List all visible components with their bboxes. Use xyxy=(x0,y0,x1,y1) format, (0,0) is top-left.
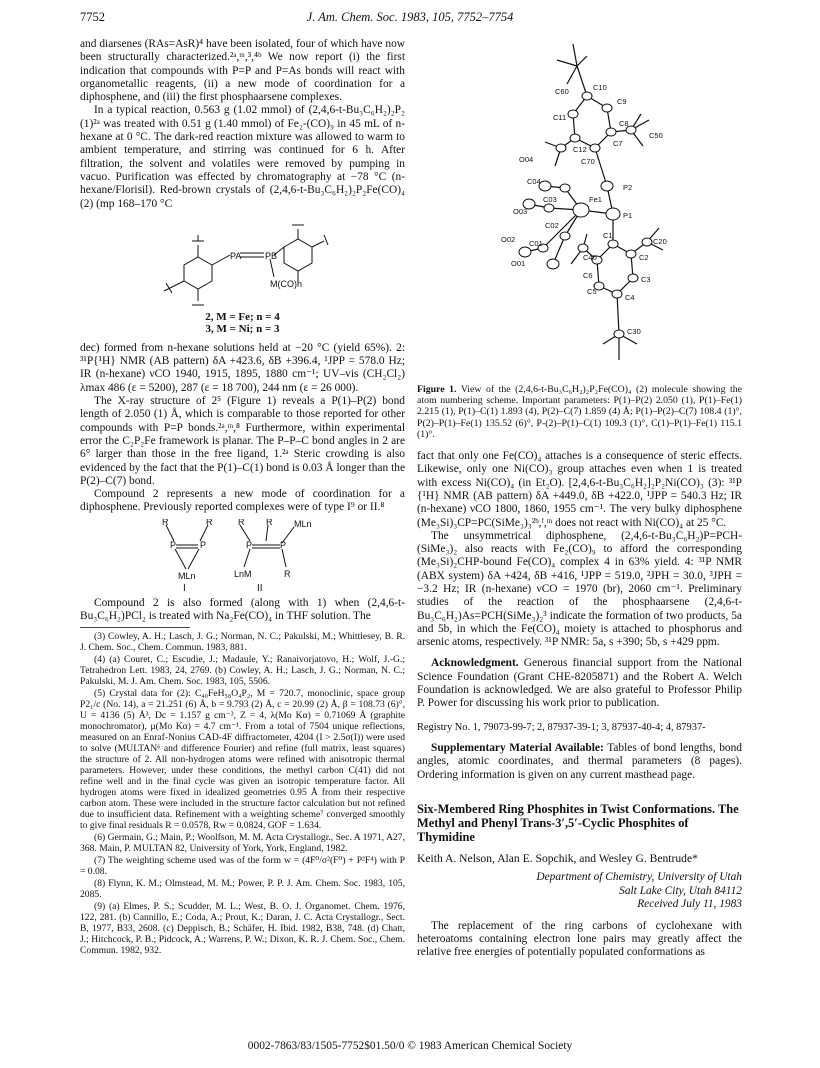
atom-label: O01 xyxy=(511,259,526,268)
atom-label: C50 xyxy=(649,131,663,140)
atom-label: P2 xyxy=(623,183,633,192)
paragraph: and diarsenes (RAs=AsR)⁴ have been isolated, four of which have now been structurally characterized.²ᵃ,ᵐ,³,⁴ᵇ We now report (i) the first indication that compounds with P=P and P=As bonds will react with organometallic reagents, (ii) a new mode of coordination for a diphosphene, and (iii) the first phosphaarsene complexes. xyxy=(80,38,405,104)
atom-label: C3 xyxy=(641,275,651,284)
p-label: P xyxy=(280,539,287,550)
article-authors: Keith A. Nelson, Alan E. Sopchik, and Wesley G. Bentrude* xyxy=(417,851,698,865)
page-header xyxy=(80,10,740,28)
acknowledgment xyxy=(417,657,742,710)
footnote: (4) (a) Couret, C.; Escudie, J.; Madaule, Y.; Ranaivorjatovo, H.; Wolf, J.-G.; Tetrahedron Lett. 1983, 24, 2769. (b) Cowley, A. H.; Lasch, J. G.; Norman, N. C.; Pakulski, M. J. Am. Chem. Soc. 1983, 105, 5506. xyxy=(80,654,405,688)
atom-label: C9 xyxy=(617,97,627,106)
pb-label: PB xyxy=(265,250,278,261)
page-number: 7752 xyxy=(80,10,105,24)
received-date: Received July 11, 1983 xyxy=(637,898,742,911)
p-label: P xyxy=(170,539,177,550)
atom-label: O04 xyxy=(519,155,534,164)
footnote: (7) The weighting scheme used was of the form w = (4F⁰/σ²(F⁰) + P²F⁴) with P = 0.08. xyxy=(80,855,405,878)
lnm-label: LnM xyxy=(234,568,252,579)
affiliation-city: Salt Lake City, Utah 84112 xyxy=(619,884,742,897)
structure-2-drawing xyxy=(80,217,405,309)
right-column xyxy=(417,38,742,960)
mln-label: MLn xyxy=(294,518,312,529)
figure-caption-text: View of the (2,4,6-t-Bu₃C₆H₂)₂P₂Fe(CO)₄ (2) molecule showing the atom numbering scheme. Important parameters: P(1)–P(2) 2.050 (1), P(1)–Fe(1) 2.215 (1), P(1)–C(1) 1.893 (4), P(2)–C(7) 1.859 (4) Å; P(1)–P(2)–C(7) 108.4 (1)°, P(2)–P(1)–Fe(1) 135.52 (6)°, P-(2)–P(1)–C(1) 109.3 (1)°, C(1)–P(1)–Fe(1) 115.1 (1)°. xyxy=(417,384,743,440)
journal-running-title: J. Am. Chem. Soc. 1983, 105, 7752–7754 xyxy=(306,10,514,24)
metal-carbonyl-label: M(CO)n xyxy=(270,278,302,289)
type-i-label: I xyxy=(183,582,186,593)
atom-label: C12 xyxy=(573,145,587,154)
r-label: R xyxy=(266,518,273,527)
footnote: (5) Crystal data for (2): C₄₀FeH₅₈O₄P₂, M = 720.7, monoclinic, space group P2₁/c (No. 14), a = 21.251 (6) Å, b = 9.793 (2) Å, c = 20.99 (2) Å, β = 108.73 (6)°, U = 4136 (5) Å³, Dc = 1.157 g cm⁻³, Z = 4, λ(Mo Kα) = 0.71069 Å (graphite monochromator), μ(Mo Kα) = 4.7 cm⁻¹. From a total of 7504 unique reflections, measured on an Enraf-Nonius CAD-4F diffractometer, 4204 (I > 2.5σ(I)) were used to solve (MULTAN⁶ and difference Fourier) and refine (full matrix, least squares) the structure of 2. All non-hydrogen atoms were refined with anisotropic thermal parameters. However, under these conditions, the methyl carbon C(41) did not refine well and in the final cycle was given an isotropic temperature factor. All hydrogen atoms were fixed in idealized geometries 0.95 Å from their respective carbon atom. These were included in the structure factor calculation but not refined due to insufficient data. Refinement with a weighting scheme⁷ converged smoothly to give final residuals R = 0.0578, Rw = 0.0824, GOF = 1.634. xyxy=(80,688,405,832)
atom-label: C03 xyxy=(543,195,557,204)
paragraph: dec) formed from n-hexane solutions held at −20 °C (yield 65%). 2: ³¹P{¹H} NMR (AB pattern) δA +423.6, δB +396.4, ¹JPP = 578.0 Hz; IR (n-hexane) νCO 1940, 1915, 1895, 1880 cm⁻¹; UV–vis (CH₂Cl₂) λmax 486 (ε = 5200), 287 (ε = 18 700), 244 nm (ε = 26 000). xyxy=(80,341,405,394)
footnote: (6) Germain, G.; Main, P.; Woolfson, M. M. Acta Crystallogr., Sec. A 1971, A27, 368. Main, P. MULTAN 82, University of York, York, England, 1982. xyxy=(80,832,405,855)
author-affiliation xyxy=(417,871,742,912)
page-footer: 0002-7863/83/1505-7752$01.50/0 © 1983 American Chemical Society xyxy=(247,1040,573,1052)
atom-label: C10 xyxy=(593,83,607,92)
atom-label: O03 xyxy=(513,207,528,216)
mln-label: MLn xyxy=(178,570,196,581)
atom-label: C7 xyxy=(613,139,623,148)
r-label: R xyxy=(284,568,291,579)
footnote-divider xyxy=(80,627,190,628)
atom-label: C2 xyxy=(639,253,649,262)
paragraph: In a typical reaction, 0.563 g (1.02 mmol) of (2,4,6-t-Bu₃C₆H₂)₂P₂ (1)²ᵃ was treated with 0.51 g (1.40 mmol) of Fe₂-(CO)₉ in 45 mL of n-hexane at 0 °C. The dark-red reaction mixture was allowed to warm to ambient temperature, and stirring was continued for 6 h. After filtration, the solvent and volatiles were removed by pumping in vacuo. Purification was effected by chromatography at −78 °C (n-hexane/Florisil). Red-brown crystals of (2,4,6-t-Bu₃C₆H₂)₂P₂Fe(CO)₄ (2) (mp 168–170 °C xyxy=(80,104,405,210)
pa-label: PA xyxy=(230,250,242,261)
p-label: P xyxy=(246,539,253,550)
atom-label: C60 xyxy=(555,87,569,96)
left-column xyxy=(80,38,405,956)
paragraph: fact that only one Fe(CO)₄ attaches is a consequence of steric effects. Likewise, only one Ni(CO)₃ group attaches even when 1 is treated with excess Ni(CO)₄ (in Et₂O). [2,4,6-t-Bu₃C₆H₂]₂P₂Ni(CO)₃ (3): ³¹P {¹H} NMR (AB pattern) δA +449.0, δB +422.0, ¹JPP = 540.3 Hz; IR (n-hexane) νCO 1800, 1860, 1955 cm⁻¹. The very bulky diphosphene (Me₃Si)₃CP=PC(SiMe₃)₃²ᵇ,ᶠ,ᵐ does not react with Ni(CO)₄ at 25 °C. xyxy=(417,450,742,529)
r-label: R xyxy=(162,518,169,527)
atom-label: C20 xyxy=(653,237,667,246)
atom-label: C8 xyxy=(619,119,629,128)
paragraph: The unsymmetrical diphosphene, (2,4,6-t-Bu₃C₆H₂)P=PCH-(SiMe₃)₂ also reacts with Fe₂(CO)₉ to afford the corresponding (Me₃Si)₂CHP-bound Fe(CO)₄ complex 4 in 63% yield. 4: ³¹P NMR (ABX system) δA +424, δB +416, ¹JPP = 519.0, ²JPH = 30.0, ³JPH = −3.2 Hz; IR (n-hexane) νCO = 1970 (br), 2060 cm⁻¹. Preliminary studies of the reaction of the phosphaarsene (2,4,6-t-Bu₃C₆H₂)As=PCH(SiMe₃)₂³ indicate the formation of two products, 5a and 5b, in which the Fe(CO)₄ moiety is attached to phosphorus and arsenic atoms, respectively. ³¹P NMR: 5a, s +390; 5b, s +429 ppm. xyxy=(417,529,742,649)
figure-1-ortep xyxy=(417,38,742,380)
atom-label: C01 xyxy=(529,239,543,248)
structure-caption-2: 2, M = Fe; n = 4 xyxy=(205,310,280,323)
affiliation-dept: Department of Chemistry, University of Utah xyxy=(536,871,742,884)
footnote: (9) (a) Elmes, P. S.; Scudder, M. L.; West, B. O. J. Organomet. Chem. 1976, 122, 281. (b) Cannillo, E.; Coda, A.; Prout, K.; Daran, J. C. Acta Crystallogr., Sect. B, 1977, B33, 2608. (c) Deppisch, B.; Schäfer, H. Ibid. 1982, B38, 748. (d) Chatt, J.; Hitchcock, P. B.; Pidcock, A.; Warrens, P. W.; Dixon, K. R. J. Chem. Soc., Chem. Commun. 1982, 932. xyxy=(80,901,405,957)
supplementary-text: Tables of bond lengths, bond angles, atomic coordinates, and thermal parameters (8 pages). Ordering information is given on any current masthead page. xyxy=(417,741,742,781)
registry-numbers: Registry No. 1, 79073-99-7; 2, 87937-39-1; 3, 87937-40-4; 4, 87937- xyxy=(417,721,706,733)
supplementary-heading: Supplementary Material Available: xyxy=(431,741,604,754)
paragraph: Compound 2 is also formed (along with 1) when (2,4,6-t-Bu₃C₆H₂)PCl₂ is treated with Na₂Fe(CO)₄ in THF solution. The xyxy=(80,596,405,623)
atom-label: C40 xyxy=(583,253,597,262)
atom-label: Fe1 xyxy=(589,195,602,204)
diphosphene-structure-diagram xyxy=(80,217,405,309)
structure-caption-3: 3, M = Ni; n = 3 xyxy=(205,323,280,336)
complex-types-drawing xyxy=(80,519,405,593)
acknowledgment-heading: Acknowledgment. xyxy=(431,657,519,670)
supplementary-material xyxy=(417,742,742,782)
atom-label: C04 xyxy=(527,177,541,186)
figure-label: Figure 1. xyxy=(417,384,457,395)
figure-1-caption xyxy=(417,384,742,440)
atom-label: O02 xyxy=(501,235,516,244)
p-label: P xyxy=(200,539,207,550)
footnote: (8) Flynn, K. M.; Olmstead, M. M.; Power, P. P. J. Am. Chem. Soc. 1983, 105, 2085. xyxy=(80,878,405,901)
paragraph: Compound 2 represents a new mode of coordination for a diphosphene. Previously reported complexes were of type I⁹ or II.⁸ xyxy=(80,488,405,514)
atom-label: C1 xyxy=(603,231,613,240)
complex-types-diagram xyxy=(80,519,405,593)
footnote: (3) Cowley, A. H.; Lasch, J. G.; Norman, N. C.; Pakulski, M.; Whittlesey, B. R. J. Chem. Soc., Chem. Commun. 1983, 881. xyxy=(80,631,405,654)
atom-label: C70 xyxy=(581,157,595,166)
atom-label: P1 xyxy=(623,211,633,220)
atom-label: C6 xyxy=(583,271,593,280)
paragraph: The replacement of the ring carbons of cyclohexane with heteroatoms containing electron lone pairs may greatly affect the relative free energies of potentially populated conformations as xyxy=(417,919,742,959)
atom-label: C5 xyxy=(587,287,597,296)
atom-label: C30 xyxy=(627,327,641,336)
atom-label: C11 xyxy=(553,113,567,122)
ortep-molecule-diagram xyxy=(417,38,742,380)
r-label: R xyxy=(238,518,245,527)
atom-label: C4 xyxy=(625,293,635,302)
atom-label: C02 xyxy=(545,221,559,230)
paragraph: The X-ray structure of 2⁵ (Figure 1) reveals a P(1)–P(2) bond length of 2.050 (1) Å, which is comparable to those reported for other compounds with P=P bonds.²ᵃ,ᵐ,⁸ Furthermore, within experimental error the C₂P₂Fe framework is planar. The P–P–C bond angles in 2 are 6° larger than those in the free ligand, 1.²ᵃ Steric crowding is also evidenced by the fact that the P(1)–C(1) bond is 0.03 Å longer than the P(2)–C(7) bond. xyxy=(80,395,405,487)
type-ii-label: II xyxy=(257,582,263,593)
acknowledgment-text: Generous financial support from the National Science Foundation (Grant CHE-8205871) and the Robert A. Welch Foundation is acknowledged. We are also grateful to Professor Philip P. Power for discussing his work prior to publication. xyxy=(417,657,742,710)
article-title: Six-Membered Ring Phosphites in Twist Conformations. The Methyl and Phenyl Trans-3′,5′-Cyclic Phosphites of Thymidine xyxy=(417,801,739,844)
r-label: R xyxy=(206,518,213,527)
